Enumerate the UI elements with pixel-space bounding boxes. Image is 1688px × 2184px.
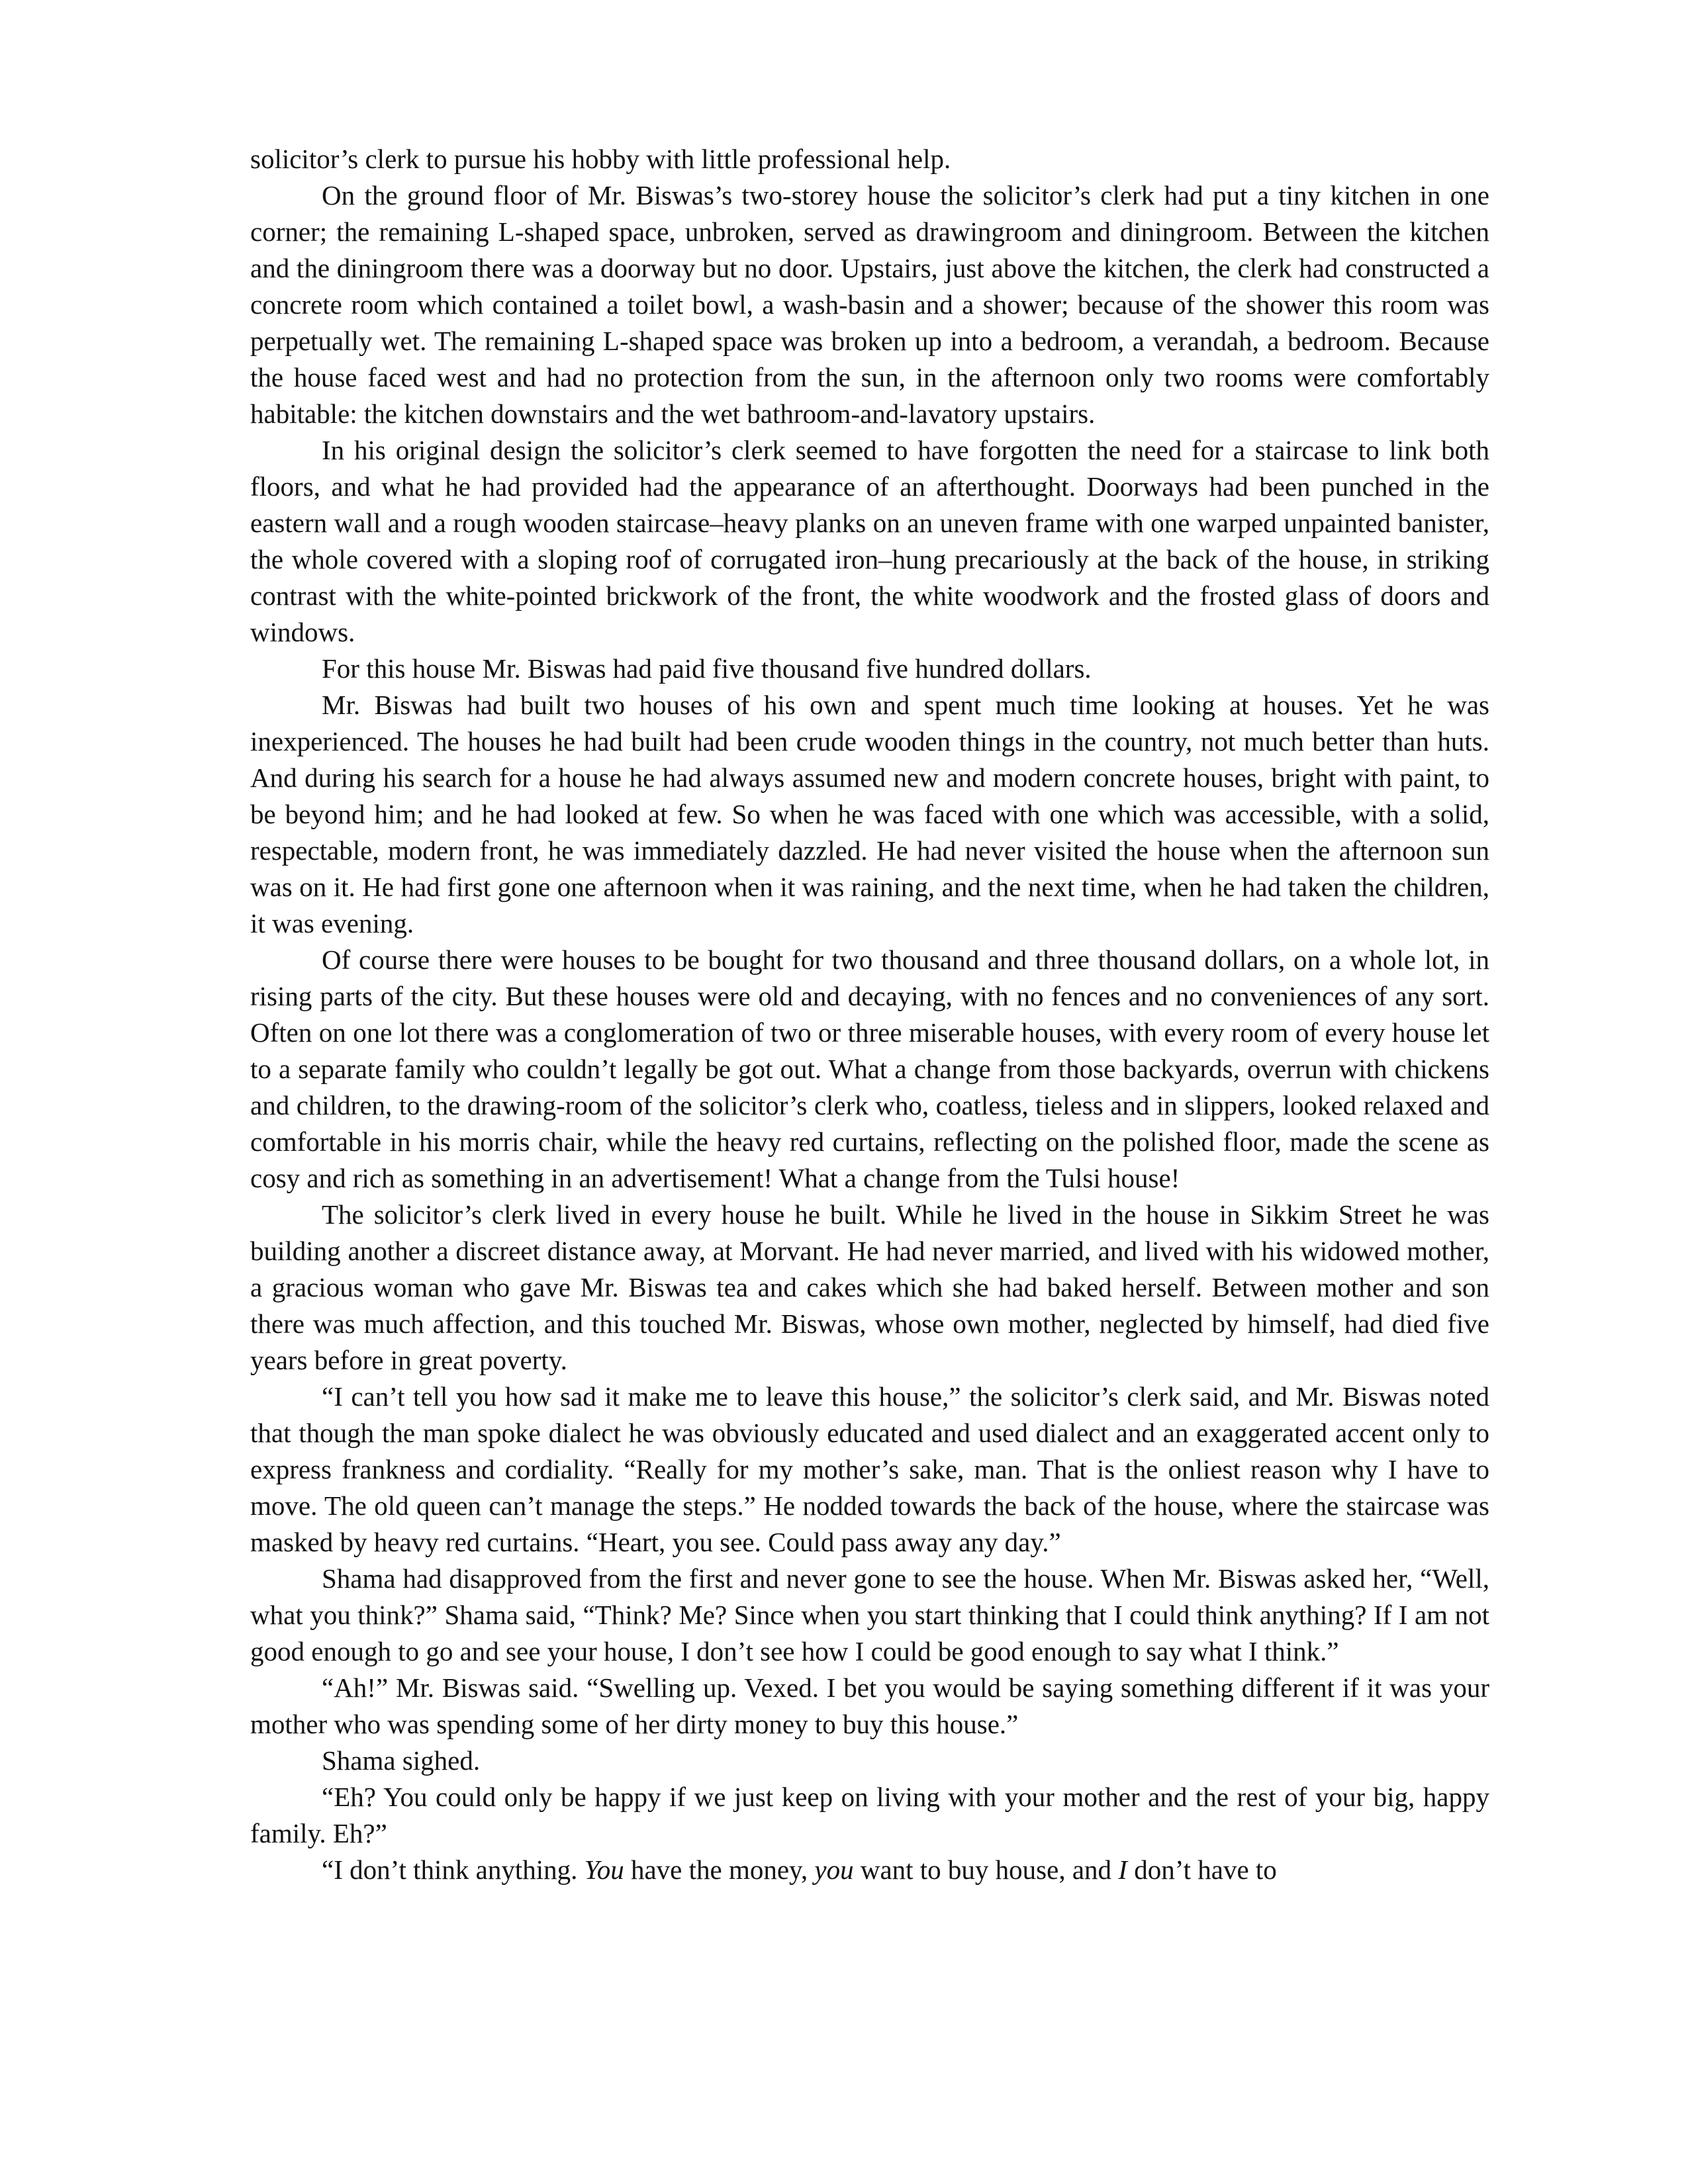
paragraph-13 xyxy=(250,1852,1489,1888)
paragraph-2: On the ground floor of Mr. Biswas’s two-storey house the solicitor’s clerk had put a tiny kitchen in one corner; the remaining L-shaped space, unbroken, served as drawingroom and diningroom. Between the kitchen and the diningroom there was a doorway but no door. Upstairs, just above the kitchen, the clerk had constructed a concrete room which contained a toilet bowl, a wash-basin and a shower; because of the shower this room was perpetually wet. The remaining L-shaped space was broken up into a bedroom, a verandah, a bedroom. Because the house faced west and had no protection from the sun, in the afternoon only two rooms were comfortably habitable: the kitchen downstairs and the wet bathroom-and-lavatory upstairs. xyxy=(250,180,1489,429)
paragraph-13-text-1: “I don’t think anything. xyxy=(322,1854,585,1885)
paragraph-11: Shama sighed. xyxy=(322,1745,481,1776)
paragraph-12: “Eh? You could only be happy if we just keep on living with your mother and the rest of your big, happy family. Eh?” xyxy=(250,1782,1489,1848)
paragraph-6: Of course there were houses to be bought for two thousand and three thousand dollars, on a whole lot, in rising parts of the city. But these houses were old and decaying, with no fences and no conveniences of any sort. Often on one lot there was a conglomeration of two or three miserable houses, with every room of every house let to a separate family who couldn’t legally be got out. What a change from those backyards, overrun with chickens and children, to the drawing-room of the solicitor’s clerk who, coatless, tieless and in slippers, looked relaxed and comfortable in his morris chair, while the heavy red curtains, reflecting on the polished floor, made the scene as cosy and rich as something in an advertisement! What a change from the Tulsi house! xyxy=(250,944,1489,1193)
paragraph-3: In his original design the solicitor’s clerk seemed to have forgotten the need for a staircase to link both floors, and what he had provided had the appearance of an afterthought. Doorways had been punched in the eastern wall and a rough wooden staircase–heavy planks on an uneven frame with one warped unpainted banister, the whole covered with a sloping roof of corrugated iron–hung precariously at the back of the house, in striking contrast with the white-pointed brickwork of the front, the white woodwork and the frosted glass of doors and windows. xyxy=(250,435,1489,647)
page-text-body xyxy=(250,141,1489,1888)
paragraph-13-text-3: want to buy house, and xyxy=(853,1854,1119,1885)
paragraph-13-emphasis-i: I xyxy=(1118,1854,1127,1885)
paragraph-5: Mr. Biswas had built two houses of his own and spent much time looking at houses. Yet he was inexperienced. The houses he had built had been crude wooden things in the country, not much better than huts. And during his search for a house he had always assumed new and modern concrete houses, bright with paint, to be beyond him; and he had looked at few. So when he was faced with one which was accessible, with a solid, respectable, modern front, he was immediately dazzled. He had never visited the house when the afternoon sun was on it. He had first gone one afternoon when it was raining, and the next time, when he had taken the children, it was evening. xyxy=(250,690,1489,938)
paragraph-7: The solicitor’s clerk lived in every house he built. While he lived in the house in Sikkim Street he was building another a discreet distance away, at Morvant. He had never married, and lived with his widowed mother, a gracious woman who gave Mr. Biswas tea and cakes which she had baked herself. Between mother and son there was much affection, and this touched Mr. Biswas, whose own mother, neglected by himself, had died five years before in great poverty. xyxy=(250,1199,1489,1375)
paragraph-9: Shama had disapproved from the first and never gone to see the house. When Mr. Biswas asked her, “Well, what you think?” Shama said, “Think? Me? Since when you start thinking that I could think anything? If I am not good enough to go and see your house, I don’t see how I could be good enough to say what I think.” xyxy=(250,1563,1489,1666)
paragraph-10: “Ah!” Mr. Biswas said. “Swelling up. Vexed. I bet you would be saying something different if it was your mother who was spending some of her dirty money to buy this house.” xyxy=(250,1672,1489,1739)
paragraph-1: solicitor’s clerk to pursue his hobby with little professional help. xyxy=(250,144,951,174)
paragraph-13-text-2: have the money, xyxy=(624,1854,815,1885)
paragraph-4: For this house Mr. Biswas had paid five thousand five hundred dollars. xyxy=(322,653,1092,684)
paragraph-13-text-4: don’t have to xyxy=(1127,1854,1277,1885)
paragraph-13-emphasis-you: You xyxy=(584,1854,624,1885)
paragraph-8: “I can’t tell you how sad it make me to leave this house,” the solicitor’s clerk said, and Mr. Biswas noted that though the man spoke dialect he was obviously educated and used dialect and an exaggerated accent only to express frankness and cordiality. “Really for my mother’s sake, man. That is the onliest reason why I have to move. The old queen can’t manage the steps.” He nodded towards the back of the house, where the staircase was masked by heavy red curtains. “Heart, you see. Could pass away any day.” xyxy=(250,1381,1489,1557)
paragraph-13-emphasis-you-lower: you xyxy=(814,1854,854,1885)
